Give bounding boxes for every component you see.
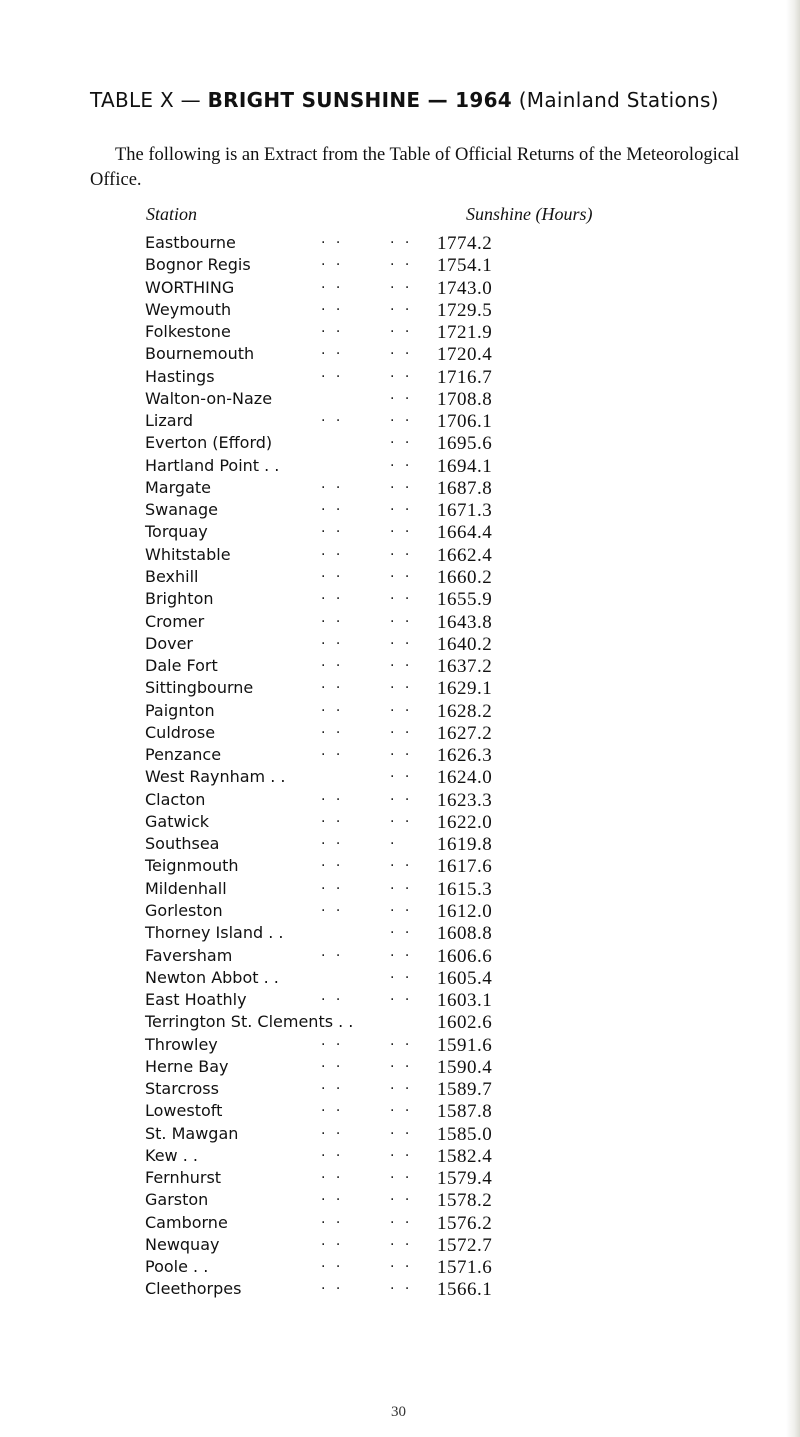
leader-dots: . .: [321, 698, 344, 715]
leader-dots: . .: [321, 475, 344, 492]
leader-dots: . .: [390, 1121, 413, 1138]
station-name: Fernhurst: [145, 1168, 222, 1188]
sunshine-hours: 1629.1: [437, 678, 493, 700]
table-row: [145, 923, 615, 945]
sunshine-hours: 1774.2: [437, 233, 493, 254]
table-row: [145, 564, 615, 589]
table-row: [145, 386, 615, 411]
station-name: Kew . .: [145, 1145, 198, 1165]
table-row: [145, 1012, 615, 1034]
table-row: [145, 475, 615, 500]
table-row: [145, 898, 615, 923]
sunshine-hours: 1612.0: [437, 900, 493, 922]
sunshine-hours: 1590.4: [437, 1056, 493, 1078]
leader-dots: . .: [321, 654, 344, 671]
leader-dots: . .: [390, 787, 413, 804]
leader-dots: . .: [390, 231, 413, 247]
table-row: [145, 1032, 615, 1057]
station-name: Everton (Efford): [145, 433, 273, 453]
sunshine-hours: 1662.4: [437, 544, 493, 566]
leader-dots: . .: [321, 943, 344, 960]
table-row: [145, 297, 615, 322]
column-header-sunshine: Sunshine (Hours): [466, 204, 593, 224]
leader-dots: . .: [390, 921, 413, 938]
leader-dots: . .: [321, 542, 344, 559]
leader-dots: . .: [321, 743, 344, 760]
leader-dots: . .: [321, 1188, 344, 1205]
table-row: [145, 1079, 615, 1101]
leader-dots: . .: [321, 809, 344, 826]
title-main: BRIGHT SUNSHINE — 1964: [207, 88, 513, 112]
table-row: [145, 542, 615, 567]
column-header-station: Station: [146, 204, 198, 224]
page-number: 30: [391, 1404, 406, 1420]
table-row: [145, 322, 615, 344]
station-name: Newquay: [145, 1234, 220, 1254]
sunshine-hours: 1566.1: [437, 1279, 493, 1301]
station-name: Swanage: [145, 500, 218, 520]
table-row: [145, 1101, 615, 1123]
station-name: Garston: [145, 1190, 209, 1210]
station-name: East Hoathly: [145, 990, 247, 1010]
sunshine-hours: 1687.8: [437, 477, 493, 499]
table-row: [145, 453, 615, 478]
leader-dots: . .: [321, 1277, 344, 1294]
station-name: Brighton: [145, 589, 214, 609]
table-row: [145, 522, 615, 544]
table-row: [145, 609, 615, 634]
station-name: Hartland Point . .: [145, 455, 280, 475]
sunshine-hours: 1628.2: [437, 700, 493, 722]
sunshine-hours: 1576.2: [437, 1212, 493, 1234]
sunshine-hours: 1606.6: [437, 945, 493, 967]
leader-dots: . .: [321, 275, 344, 292]
leader-dots: . .: [321, 631, 344, 648]
leader-dots: . .: [390, 564, 413, 581]
table-row: [145, 1210, 615, 1235]
table-row: [145, 500, 615, 522]
leader-dots: . .: [390, 1032, 413, 1049]
sunshine-hours: 1615.3: [437, 878, 493, 900]
table-row: [145, 1190, 615, 1212]
leader-dots: . .: [390, 520, 413, 537]
leader-dots: . .: [321, 676, 344, 693]
leader-dots: . .: [390, 631, 413, 648]
page-edge-shadow: [786, 0, 800, 1437]
leader-dots: . .: [321, 297, 344, 314]
leader-dots: . .: [390, 253, 413, 270]
table-row: [145, 1168, 615, 1190]
leader-dots: . .: [390, 876, 413, 893]
station-name: Starcross: [145, 1079, 219, 1099]
leader-dots: . .: [321, 253, 344, 270]
leader-dots: . .: [390, 1210, 413, 1227]
sunshine-hours: 1695.6: [437, 433, 493, 455]
sunshine-hours: 1582.4: [437, 1145, 493, 1167]
station-name: Thorney Island . .: [145, 923, 284, 943]
sunshine-hours: 1585.0: [437, 1123, 493, 1145]
intro-paragraph: The following is an Extract from the Table of Official Returns of the Meteorological Office.: [90, 145, 740, 190]
table-row: [145, 767, 615, 789]
title-suffix: (Mainland Stations): [512, 88, 719, 112]
leader-dots: . .: [390, 542, 413, 559]
table-row: [145, 631, 615, 656]
leader-dots: . .: [321, 564, 344, 581]
leader-dots: . .: [390, 409, 413, 426]
leader-dots: . .: [321, 1210, 344, 1227]
leader-dots: . .: [321, 1143, 344, 1160]
table-row: [145, 1054, 615, 1079]
leader-dots: . .: [390, 720, 413, 737]
leader-dots: . .: [390, 453, 413, 470]
sunshine-hours: 1655.9: [437, 589, 493, 611]
station-name: Torquay: [145, 522, 208, 542]
leader-dots: . .: [390, 475, 413, 492]
leader-dots: . .: [390, 1099, 413, 1116]
sunshine-hours: 1624.0: [437, 767, 493, 789]
leader-dots: . .: [321, 787, 344, 804]
station-name: Bexhill: [145, 566, 199, 586]
table-row: [145, 364, 615, 389]
sunshine-hours: 1708.8: [437, 388, 493, 410]
leader-dots: . .: [321, 320, 344, 337]
sunshine-hours: 1578.2: [437, 1190, 493, 1212]
sunshine-hours: 1643.8: [437, 611, 493, 633]
table-row: [145, 255, 615, 277]
station-name: Sittingbourne: [145, 678, 254, 698]
leader-dots: . .: [390, 1054, 413, 1071]
sunshine-hours: 1622.0: [437, 811, 493, 833]
sunshine-hours: 1589.7: [437, 1079, 493, 1101]
sunshine-hours: 1591.6: [437, 1034, 493, 1056]
table-row: [145, 876, 615, 901]
leader-dots: . .: [390, 342, 413, 359]
table-row: [145, 834, 615, 856]
table-row: [145, 1232, 615, 1257]
sunshine-hours: 1716.7: [437, 366, 493, 388]
sunshine-hours: 1720.4: [437, 344, 493, 366]
sunshine-hours: 1602.6: [437, 1012, 493, 1034]
table-row: [145, 990, 615, 1012]
station-name: Clacton: [145, 789, 206, 809]
leader-dots: . .: [390, 386, 413, 403]
sunshine-hours: 1572.7: [437, 1234, 493, 1256]
leader-dots: . .: [390, 698, 413, 715]
table-row: [145, 1143, 615, 1168]
sunshine-hours: 1729.5: [437, 299, 493, 321]
leader-dots: . .: [321, 364, 344, 381]
table-row: [145, 809, 615, 834]
leader-dots: . .: [390, 431, 413, 448]
station-name: Margate: [145, 477, 211, 497]
table-row: [145, 589, 615, 611]
station-name: Bognor Regis: [145, 255, 251, 275]
leader-dots: . .: [390, 965, 413, 982]
sunshine-hours: 1754.1: [437, 255, 493, 277]
sunshine-hours: 1619.8: [437, 834, 493, 856]
station-name: West Raynham . .: [145, 767, 286, 787]
leader-dots: . .: [321, 1077, 344, 1094]
station-name: Dover: [145, 633, 193, 653]
station-name: Gatwick: [145, 811, 210, 831]
leader-dots: . .: [390, 676, 413, 693]
leader-dots: . .: [321, 498, 344, 515]
station-name: Culdrose: [145, 722, 216, 742]
sunshine-hours: 1571.6: [437, 1257, 493, 1279]
leader-dots: . .: [321, 1121, 344, 1138]
table-row: [145, 943, 615, 968]
station-name: Penzance: [145, 745, 222, 765]
leader-dots: . .: [390, 898, 413, 915]
station-name: Faversham: [145, 945, 233, 965]
sunshine-hours: 1640.2: [437, 633, 493, 655]
station-name: Terrington St. Clements . .: [145, 1012, 354, 1032]
table-row: [145, 1257, 615, 1279]
sunshine-hours: 1608.8: [437, 923, 493, 945]
leader-dots: . .: [390, 809, 413, 826]
table-row: [145, 344, 615, 366]
station-name: WORTHING: [145, 277, 235, 297]
leader-dots: . .: [390, 1255, 413, 1272]
table-row: [145, 720, 615, 745]
leader-dots: . .: [390, 364, 413, 381]
leader-dots: . .: [390, 943, 413, 960]
sunshine-hours: 1743.0: [437, 277, 493, 299]
station-name: Dale Fort: [145, 656, 218, 676]
leader-dots: . .: [321, 342, 344, 359]
leader-dots: . .: [390, 498, 413, 515]
table-title: [90, 88, 719, 112]
leader-dots: . .: [390, 765, 413, 782]
station-name: Southsea: [145, 834, 220, 854]
leader-dots: . .: [390, 1166, 413, 1183]
leader-dots: . .: [321, 988, 344, 1005]
station-name: Cromer: [145, 611, 205, 631]
sunshine-hours: 1579.4: [437, 1168, 493, 1190]
leader-dots: . .: [321, 231, 344, 247]
leader-dots: . .: [321, 1232, 344, 1249]
leader-dots: . .: [390, 1188, 413, 1205]
leader-dots: . .: [321, 854, 344, 871]
sunshine-hours: 1617.6: [437, 856, 493, 878]
leader-dots: . .: [321, 520, 344, 537]
sunshine-table: [145, 233, 615, 1302]
table-row: [145, 656, 615, 678]
sunshine-hours: 1603.1: [437, 990, 493, 1012]
sunshine-hours: 1627.2: [437, 722, 493, 744]
sunshine-hours: 1605.4: [437, 967, 493, 989]
station-name: Teignmouth: [145, 856, 239, 876]
leader-dots: . .: [390, 1077, 413, 1094]
sunshine-hours: 1637.2: [437, 656, 493, 678]
station-name: Eastbourne: [145, 233, 236, 252]
leader-dots: . .: [390, 609, 413, 626]
leader-dots: . .: [321, 1054, 344, 1071]
leader-dots: . .: [321, 832, 344, 849]
sunshine-hours: 1671.3: [437, 500, 493, 522]
station-name: Cleethorpes: [145, 1279, 242, 1299]
leader-dots: . .: [321, 1166, 344, 1183]
leader-dots: . .: [321, 720, 344, 737]
leader-dots: . .: [321, 1032, 344, 1049]
leader-dots: . .: [390, 1232, 413, 1249]
leader-dots: . .: [321, 1255, 344, 1272]
table-row: [145, 698, 615, 723]
title-prefix: TABLE X —: [90, 88, 208, 112]
table-row: [145, 275, 615, 300]
leader-dots: . .: [321, 409, 344, 426]
sunshine-hours: 1626.3: [437, 745, 493, 767]
leader-dots: . .: [390, 1143, 413, 1160]
table-row: [145, 1279, 615, 1301]
leader-dots: . .: [390, 1277, 413, 1294]
station-name: Camborne: [145, 1212, 228, 1232]
station-name: Herne Bay: [145, 1056, 229, 1076]
leader-dots: . .: [390, 320, 413, 337]
leader-dots: . .: [390, 988, 413, 1005]
table-row: [145, 787, 615, 812]
table-row: [145, 433, 615, 455]
station-name: Weymouth: [145, 299, 232, 319]
leader-dots: . .: [321, 1099, 344, 1116]
sunshine-hours: 1694.1: [437, 455, 493, 477]
table-row: [145, 745, 615, 767]
table-row: [145, 856, 615, 878]
sunshine-hours: 1721.9: [437, 322, 493, 344]
station-name: Poole . .: [145, 1257, 209, 1277]
station-name: Hastings: [145, 366, 215, 386]
station-name: Mildenhall: [145, 878, 227, 898]
leader-dots: . .: [390, 275, 413, 292]
leader-dots: . .: [390, 297, 413, 314]
leader-dots: . .: [321, 609, 344, 626]
sunshine-hours: 1706.1: [437, 411, 493, 433]
station-name: Lizard: [145, 411, 194, 431]
station-name: Walton-on-Naze: [145, 388, 273, 408]
leader-dots: . .: [321, 898, 344, 915]
station-name: Bournemouth: [145, 344, 255, 364]
table-row: [145, 411, 615, 433]
table-row: [145, 678, 615, 700]
station-name: St. Mawgan: [145, 1123, 239, 1143]
station-name: Whitstable: [145, 544, 231, 564]
leader-dots: . .: [390, 587, 413, 604]
station-name: Gorleston: [145, 900, 223, 920]
station-name: Lowestoft: [145, 1101, 223, 1121]
sunshine-hours: 1623.3: [437, 789, 493, 811]
station-name: Paignton: [145, 700, 215, 720]
station-name: Newton Abbot . .: [145, 967, 279, 987]
sunshine-hours: 1660.2: [437, 566, 493, 588]
table-row: [145, 965, 615, 990]
table-row: [145, 1121, 615, 1146]
sunshine-hours: 1664.4: [437, 522, 493, 544]
leader-dots: . .: [390, 654, 413, 671]
sunshine-hours: 1587.8: [437, 1101, 493, 1123]
leader-dots: . .: [321, 876, 344, 893]
leader-dots: . .: [390, 854, 413, 871]
station-name: Folkestone: [145, 322, 231, 342]
table-row: [145, 233, 615, 255]
leader-dots: .: [390, 832, 398, 849]
leader-dots: . .: [390, 743, 413, 760]
leader-dots: . .: [321, 587, 344, 604]
station-name: Throwley: [145, 1034, 218, 1054]
